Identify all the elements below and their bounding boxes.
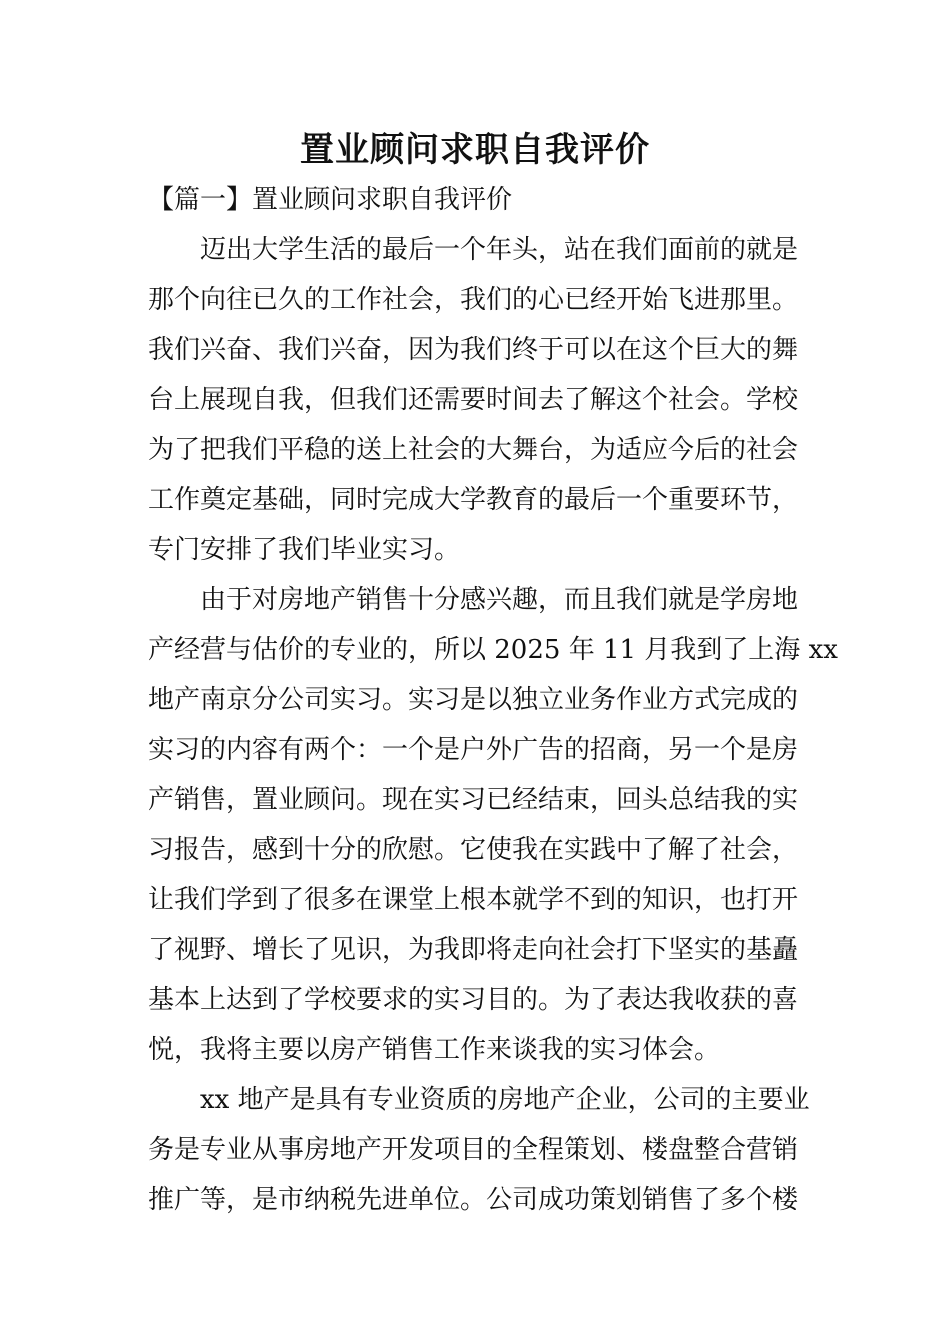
paragraph-line: 实习的内容有两个：一个是户外广告的招商，另一个是房	[148, 735, 799, 765]
paragraph-line: xx 地产是具有专业资质的房地产企业，公司的主要业	[200, 1085, 810, 1115]
paragraph-line: 为了把我们平稳的送上社会的大舞台，为适应今后的社会	[148, 435, 799, 465]
paragraph-line: 迈出大学生活的最后一个年头，站在我们面前的就是	[200, 235, 799, 265]
paragraph-line: 务是专业从事房地产开发项目的全程策划、楼盘整合营销	[148, 1135, 799, 1165]
paragraph-line: 由于对房地产销售十分感兴趣，而且我们就是学房地	[200, 585, 799, 615]
paragraph-line: 推广等，是市纳税先进单位。公司成功策划销售了多个楼	[148, 1185, 799, 1215]
paragraph-line: 地产南京分公司实习。实习是以独立业务作业方式完成的	[148, 685, 799, 715]
paragraph-line: 了视野、增长了见识，为我即将走向社会打下坚实的基矗	[148, 935, 799, 965]
paragraph-line: 专门安排了我们毕业实习。	[148, 535, 461, 565]
paragraph-line: 基本上达到了学校要求的实习目的。为了表达我收获的喜	[148, 985, 799, 1015]
paragraph-line: 我们兴奋、我们兴奋，因为我们终于可以在这个巨大的舞	[148, 335, 799, 365]
paragraph-2	[148, 575, 838, 1075]
paragraph-line: 让我们学到了很多在课堂上根本就学不到的知识，也打开	[148, 885, 799, 915]
paragraph-line: 产经营与估价的专业的，所以 2025 年 11 月我到了上海 xx	[148, 635, 838, 665]
paragraph-line: 悦，我将主要以房产销售工作来谈我的实习体会。	[148, 1035, 721, 1065]
paragraph-line: 习报告，感到十分的欣慰。它使我在实践中了解了社会，	[148, 835, 799, 865]
paragraph-line: 那个向往已久的工作社会，我们的心已经开始飞进那里。	[148, 285, 799, 315]
section-heading: 【篇一】置业顾问求职自我评价	[148, 185, 513, 215]
paragraph-line: 台上展现自我，但我们还需要时间去了解这个社会。学校	[148, 385, 799, 415]
document-title: 置业顾问求职自我评价	[300, 130, 650, 170]
paragraph-3	[148, 1075, 810, 1225]
paragraph-1	[148, 225, 810, 575]
paragraph-line: 工作奠定基础，同时完成大学教育的最后一个重要环节，	[148, 485, 799, 515]
paragraph-line: 产销售，置业顾问。现在实习已经结束，回头总结我的实	[148, 785, 799, 815]
